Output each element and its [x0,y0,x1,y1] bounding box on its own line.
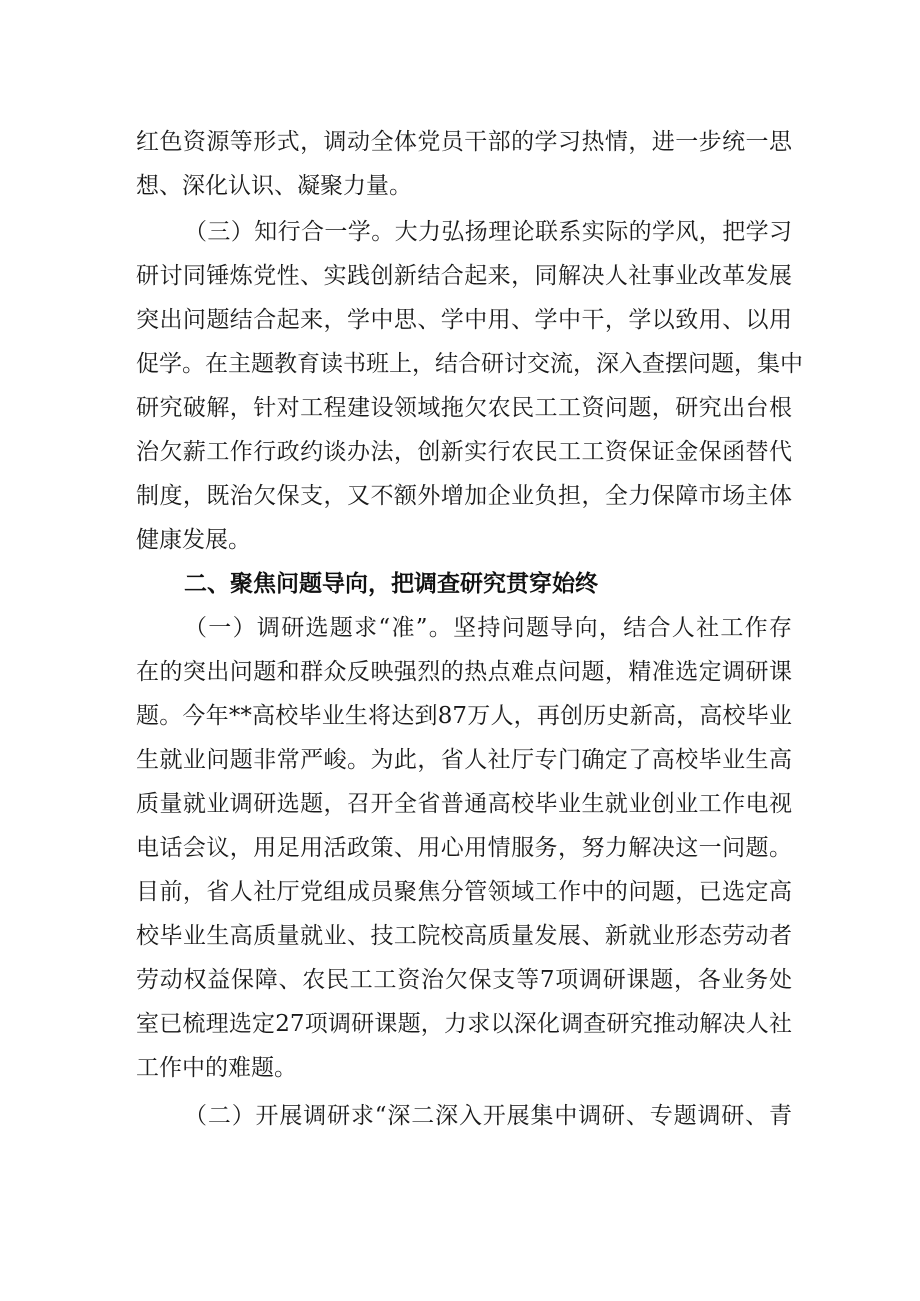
paragraph-line: （二）开展调研求“深二深入开展集中调研、专题调研、青 [184,1103,792,1129]
paragraph-line: 研究破解，针对工程建设领域拖欠农民工工资问题，研究出台根 [136,395,792,421]
paragraph-line: 突出问题结合起来，学中思、学中用、学中干，学以致用、以用 [136,307,792,333]
paragraph-line: 质量就业调研选题，召开全省普通高校毕业生就业创业工作电视 [136,791,792,817]
paragraph-line: 治欠薪工作行政约谈办法，创新实行农民工工资保证金保函替代 [136,439,792,465]
paragraph-line: 工作中的难题。 [136,1055,297,1081]
paragraph-line: 红色资源等形式，调动全体党员干部的学习热情，进一步统一思 [136,129,792,155]
paragraph-line: 题。今年**高校毕业生将达到87万人，再创历史新高，高校毕业 [136,703,792,729]
section-heading: 二、聚焦问题导向，把调查研究贯穿始终 [184,571,598,597]
paragraph-line: 校毕业生高质量就业、技工院校高质量发展、新就业形态劳动者 [136,923,792,949]
paragraph-line: 电话会议，用足用活政策、用心用情服务，努力解决这一问题。 [136,835,792,861]
paragraph-line: （三）知行合一学。大力弘扬理论联系实际的学风，把学习 [184,219,792,245]
paragraph-line: 生就业问题非常严峻。为此，省人社厅专门确定了高校毕业生高 [136,747,792,773]
paragraph-line: 想、深化认识、凝聚力量。 [136,173,412,199]
paragraph-line: 研讨同锤炼党性、实践创新结合起来，同解决人社事业改革发展 [136,263,792,289]
paragraph-line: 健康发展。 [136,527,251,553]
paragraph-line: 目前，省人社厅党组成员聚焦分管领域工作中的问题，已选定高 [136,879,792,905]
paragraph-line: （一）调研选题求“准”。坚持问题导向，结合人社工作存 [184,615,792,641]
paragraph-line: 室已梳理选定27项调研课题，力求以深化调查研究推动解决人社 [136,1011,792,1037]
paragraph-line: 促学。在主题教育读书班上，结合研讨交流，深入查摆问题，集中 [136,351,803,377]
paragraph-line: 在的突出问题和群众反映强烈的热点难点问题，精准选定调研课 [136,659,792,685]
paragraph-line: 制度，既治欠保支，又不额外增加企业负担，全力保障市场主体 [136,483,792,509]
paragraph-line: 劳动权益保障、农民工工资治欠保支等7项调研课题，各业务处 [136,967,792,993]
